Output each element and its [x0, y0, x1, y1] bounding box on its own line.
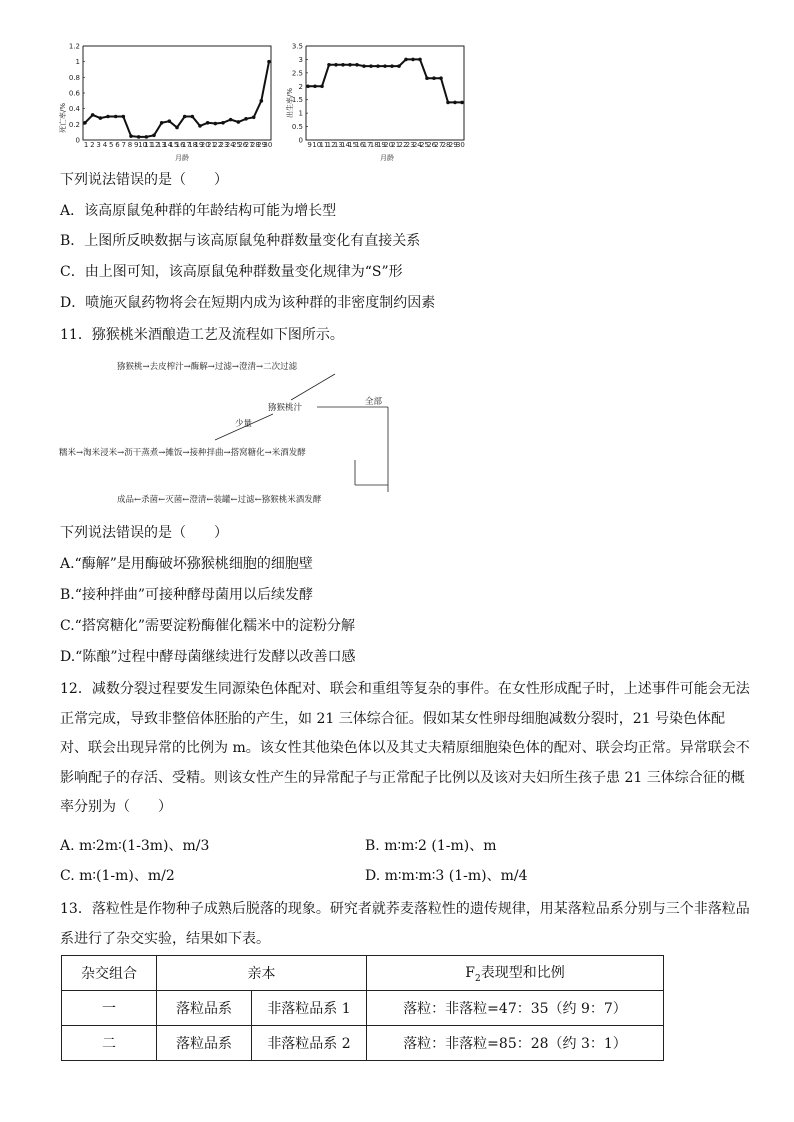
- q11-option-b: B.“接种拌曲”可接种酵母菌用以后续发酵: [60, 587, 314, 603]
- x-tick-label: 24: [412, 141, 422, 149]
- q10-stem: 下列说法错误的是（ ）: [60, 172, 228, 188]
- y-tick-label: 0: [75, 136, 80, 145]
- data-point: [453, 101, 457, 105]
- y-tick-label: 0.5: [291, 123, 303, 132]
- data-point: [83, 121, 87, 125]
- x-tick-label: 12: [326, 141, 336, 149]
- table-cell: 非落粒品系 1: [252, 991, 367, 1026]
- death-ylabel: 死亡率/%: [59, 102, 67, 133]
- table-cell: 落粒：非落粒=85：28（约 3：1）: [367, 1026, 664, 1061]
- q12-text: 12．减数分裂过程要发生同源染色体配对、联会和重组等复杂的事件。在女性形成配子时，上述事件可能会无法正常完成，导致非整倍体胚胎的产生，如 21 三体综合征。假如某女性卵母细胞减数分裂时，21 号染色体配对、联会出现异常的比例为 m。该女性其他染色体以及其丈夫精原细胞染色体的配对、联会均正常。异常联会不影响配子的存活、受精。则该女性产生的异常配子与正常配子比例以及该对夫妇所生孩子患 21 三体综合征的概率分别为（ ）: [60, 681, 750, 815]
- data-point: [175, 126, 179, 130]
- data-point: [168, 119, 172, 123]
- data-point: [306, 84, 310, 88]
- x-tick-label: 2: [90, 141, 95, 149]
- data-point: [425, 76, 429, 80]
- x-tick-label: 17: [362, 141, 372, 149]
- x-tick-label: 22: [398, 141, 408, 149]
- table-cell: 二: [62, 1026, 157, 1061]
- x-tick-label: 9: [307, 141, 312, 149]
- x-tick-label: 13: [333, 141, 343, 149]
- q11-title: 11．猕猴桃米酒酿造工艺及流程如下图所示。: [60, 327, 344, 343]
- data-point: [206, 121, 210, 125]
- x-tick-label: 21: [391, 141, 401, 149]
- q11-option-c: C.“搭窝糖化”需要淀粉酶催化糯米中的淀粉分解: [60, 618, 355, 634]
- x-tick-label: 13: [156, 141, 166, 149]
- x-tick-label: 30: [263, 141, 273, 149]
- table-cell: 落粒：非落粒=47：35（约 9：7）: [367, 991, 664, 1026]
- x-tick-label: 26: [238, 141, 248, 149]
- data-point: [260, 99, 264, 103]
- x-tick-label: 3: [96, 141, 101, 149]
- table-header: 亲本: [157, 956, 367, 991]
- data-point: [214, 122, 218, 126]
- y-tick-label: 3: [298, 55, 303, 64]
- data-point: [114, 115, 118, 119]
- table-cell: 落粒品系: [157, 1026, 252, 1061]
- q12-option-c: C. m∶(1-m)、m/2: [60, 868, 175, 884]
- x-tick-label: 27: [244, 141, 254, 149]
- q11-option-a: A.“酶解”是用酶破坏猕猴桃细胞的细胞壁: [60, 556, 313, 572]
- y-tick-label: 0.6: [68, 89, 80, 98]
- x-tick-label: 20: [200, 141, 210, 149]
- data-point: [320, 84, 324, 88]
- flow-juice: 猕猴桃汁: [268, 403, 303, 413]
- data-point: [383, 64, 387, 68]
- x-tick-label: 9: [134, 141, 139, 149]
- table-cell: 一: [62, 991, 157, 1026]
- x-tick-label: 20: [384, 141, 394, 149]
- data-point: [229, 118, 233, 122]
- data-point: [376, 64, 380, 68]
- data-point: [183, 115, 187, 119]
- q10-option-c: C．由上图可知，该高原鼠兔种群数量变化规律为“S”形: [60, 264, 403, 280]
- q10-option-a: A．该高原鼠兔种群的年龄结构可能为增长型: [60, 203, 337, 219]
- birth-rate-chart: [282, 38, 472, 163]
- data-point: [404, 58, 408, 62]
- data-point: [439, 76, 443, 80]
- y-tick-label: 1.5: [291, 96, 303, 105]
- x-tick-label: 25: [420, 141, 429, 149]
- flow-little: 少量: [235, 419, 253, 429]
- x-tick-label: 10: [138, 141, 147, 149]
- x-tick-label: 15: [169, 141, 179, 149]
- q11-flowchart: [55, 352, 415, 512]
- x-tick-label: 27: [434, 141, 444, 149]
- data-point: [362, 64, 366, 68]
- data-point: [137, 135, 141, 139]
- x-tick-label: 23: [405, 141, 415, 149]
- data-point: [267, 60, 271, 64]
- x-tick-label: 23: [219, 141, 229, 149]
- x-tick-label: 8: [127, 141, 133, 149]
- data-point: [221, 121, 225, 125]
- data-point: [369, 64, 373, 68]
- x-tick-label: 11: [144, 141, 154, 149]
- x-tick-label: 26: [427, 141, 437, 149]
- x-tick-label: 11: [319, 141, 329, 149]
- x-tick-label: 25: [232, 141, 241, 149]
- plot-frame: [306, 46, 464, 140]
- birth-xlabel: 月龄: [380, 154, 394, 162]
- x-tick-label: 28: [250, 141, 260, 149]
- flow-row3: 成品←杀菌←灭菌←澄清←装罐←过滤←猕猴桃米酒发酵: [117, 495, 322, 505]
- flow-all: 全部: [365, 397, 383, 407]
- table-row: [62, 1026, 664, 1061]
- x-tick-label: 29: [448, 141, 458, 149]
- data-point: [313, 84, 317, 88]
- q10-option-d: D．喷施灭鼠药物将会在短期内成为该种群的非密度制约因素: [60, 295, 436, 311]
- y-tick-label: 0.8: [68, 73, 80, 82]
- x-tick-label: 16: [175, 141, 185, 149]
- x-tick-label: 14: [163, 141, 173, 149]
- x-tick-label: 15: [348, 141, 358, 149]
- q11-stem: 下列说法错误的是（ ）: [60, 525, 228, 541]
- data-point: [341, 63, 345, 67]
- y-tick-label: 0.2: [68, 120, 80, 129]
- data-point: [355, 63, 359, 67]
- x-tick-label: 28: [441, 141, 451, 149]
- data-point: [252, 115, 256, 119]
- flow-row2: 糯米→淘米浸米→沥干蒸煮→摊饭→接种拌曲→搭窝糖化→米酒发酵: [59, 448, 306, 458]
- x-tick-label: 16: [355, 141, 365, 149]
- q11-option-d: D.“陈酿”过程中酵母菌继续进行发酵以改善口感: [60, 649, 356, 665]
- data-point: [91, 113, 95, 117]
- x-tick-label: 5: [108, 141, 114, 149]
- x-tick-label: 24: [225, 141, 235, 149]
- data-point: [244, 117, 248, 121]
- data-point: [160, 121, 164, 125]
- data-point: [198, 124, 202, 128]
- y-tick-label: 1: [75, 58, 80, 67]
- q13-text: 13．落粒性是作物种子成熟后脱落的现象。研究者就荞麦落粒性的遗传规律，用某落粒品系分别与三个非落粒品系进行了杂交实验，结果如下表。: [60, 901, 750, 947]
- data-point: [122, 115, 126, 119]
- data-point: [237, 120, 241, 124]
- data-point: [418, 58, 422, 62]
- data-point: [106, 115, 110, 119]
- data-point: [152, 134, 156, 138]
- x-tick-label: 21: [207, 141, 216, 149]
- y-tick-label: 2.5: [291, 69, 303, 78]
- y-tick-label: 2: [298, 82, 303, 91]
- q10-option-b: B．上图所反映数据与该高原鼠兔种群数量变化有直接关系: [60, 233, 421, 249]
- data-point: [390, 64, 394, 68]
- data-point: [348, 63, 352, 67]
- x-tick-label: 29: [257, 141, 267, 149]
- q12-option-d: D. m∶m∶m∶3 (1-m)、m/4: [365, 868, 528, 884]
- data-point: [334, 63, 338, 67]
- series-line: [85, 62, 269, 137]
- x-tick-label: 19: [376, 141, 386, 149]
- q12-option-a: A. m∶2m∶(1-3m)、m/3: [60, 838, 210, 854]
- x-tick-label: 12: [150, 141, 160, 149]
- x-tick-label: 6: [115, 141, 120, 149]
- table-header-row: [62, 956, 664, 991]
- data-point: [397, 64, 401, 68]
- death-rate-chart: [55, 38, 277, 163]
- data-point: [327, 63, 331, 67]
- data-point: [191, 115, 195, 119]
- x-tick-label: 10: [312, 141, 322, 149]
- data-point: [460, 101, 464, 105]
- x-tick-label: 22: [213, 141, 223, 149]
- x-tick-label: 18: [369, 141, 379, 149]
- y-tick-label: 1.2: [68, 42, 80, 51]
- death-xlabel: 月龄: [175, 154, 189, 162]
- data-point: [432, 76, 436, 80]
- table-header: 杂交组合: [62, 956, 157, 991]
- data-point: [99, 116, 103, 120]
- data-point: [411, 58, 415, 62]
- data-point: [145, 135, 149, 139]
- y-tick-label: 3.5: [291, 42, 303, 51]
- x-tick-label: 4: [102, 141, 108, 149]
- flow-row1: 猕猴桃→去皮榨汁→酶解→过滤→澄清→二次过滤: [117, 362, 298, 372]
- table-cell: 落粒品系: [157, 991, 252, 1026]
- x-tick-label: 14: [341, 141, 350, 149]
- data-point: [446, 101, 450, 105]
- table-row: [62, 991, 664, 1026]
- x-tick-label: 17: [181, 141, 191, 149]
- y-tick-label: 0: [298, 136, 303, 145]
- table-header: $F_2$表现型和比例: [367, 956, 664, 991]
- x-tick-label: 18: [188, 141, 198, 149]
- x-tick-label: 1: [83, 141, 89, 149]
- q12-option-b: B. m∶m∶2 (1-m)、m: [365, 838, 497, 854]
- y-tick-label: 1: [298, 109, 303, 118]
- x-tick-label: 30: [455, 141, 465, 149]
- q13-table: [61, 955, 664, 1061]
- table-cell: 非落粒品系 2: [252, 1026, 367, 1061]
- x-tick-label: 7: [121, 141, 126, 149]
- y-tick-label: 0.4: [68, 105, 80, 114]
- data-point: [129, 134, 133, 138]
- birth-ylabel: 出生率/%: [286, 87, 294, 118]
- x-tick-label: 19: [194, 141, 204, 149]
